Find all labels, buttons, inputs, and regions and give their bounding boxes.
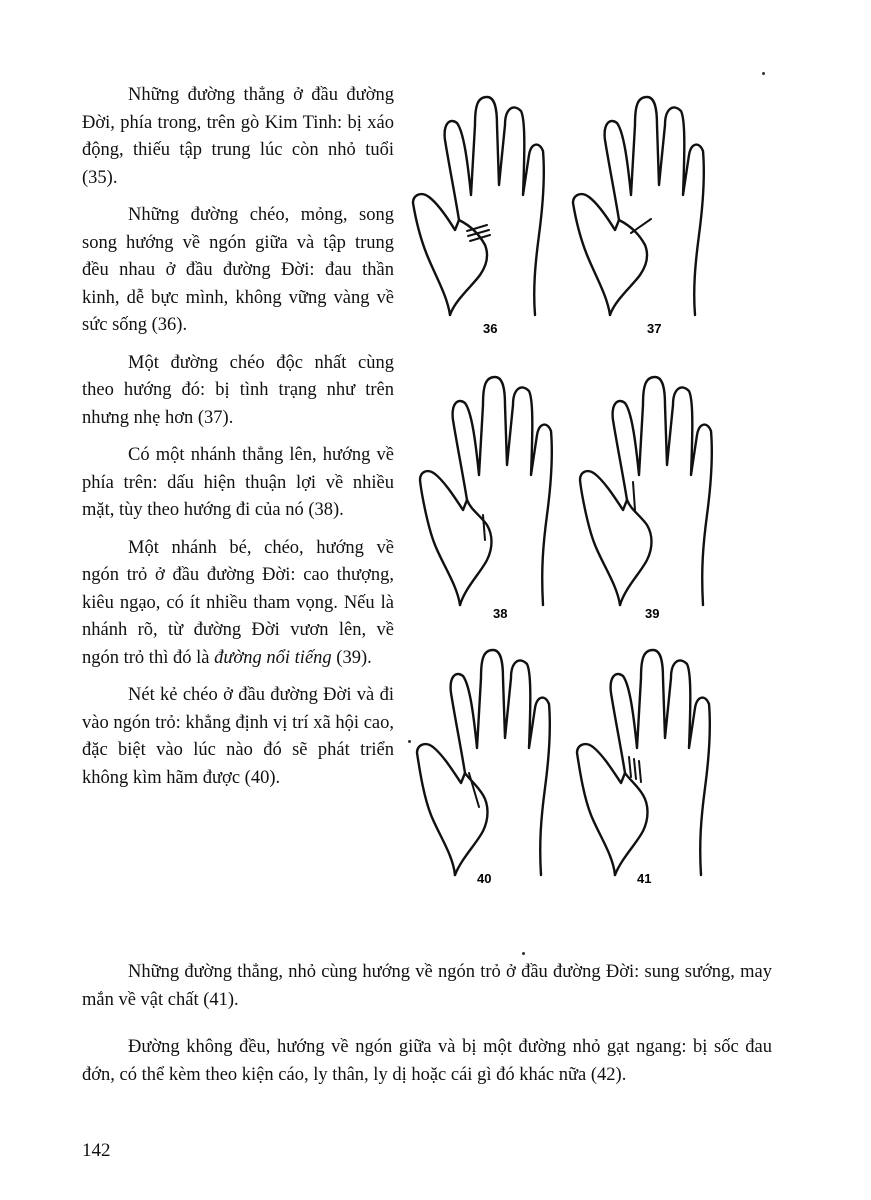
paragraph-39-text: Một nhánh bé, chéo, hướng về ngón trỏ ở đầu đường Đời: cao thượng, kiêu ngạo, có ít nhiều tham vọng. Nếu là nhánh rõ, từ đường Đời vươn lên, về ngón trỏ thì đó là: [82, 537, 394, 668]
paragraph-39: [82, 535, 394, 673]
paragraph-39-italic: đường nổi tiếng: [214, 647, 332, 668]
figure-label-36: 36: [483, 321, 498, 336]
hand-figure-38: [420, 377, 552, 621]
scan-speck: [408, 740, 411, 743]
hand-figure-41: [577, 650, 710, 886]
hand-figure-40: [417, 650, 550, 886]
paragraph-36: Những đường chéo, mỏng, song song hướng về ngón giữa và tập trung đều nhau ở đầu đường Đời: đau thần kinh, dễ bực mình, không vững vàng về sức sống (36).: [82, 205, 394, 335]
paragraph-37: Một đường chéo độc nhất cùng theo hướng đó: bị tình trạng như trên nhưng nhẹ hơn (37).: [82, 352, 394, 428]
figure-label-37: 37: [647, 321, 662, 336]
paragraph-40: Nét kẻ chéo ở đầu đường Đời và đi vào ngón trỏ: khẳng định vị trí xã hội cao, đặc biệt vào lúc nào đó sẽ phát triển không kìm hãm được (40).: [82, 685, 394, 788]
paragraph-42-block: [82, 1033, 772, 1089]
paragraph-35: Những đường thẳng ở đầu đường Đời, phía trong, trên gò Kim Tinh: bị xáo động, thiếu tập trung lúc còn nhỏ tuổi (35).: [82, 85, 394, 188]
figure-label-38: 38: [493, 606, 508, 621]
paragraph-41-block: [82, 958, 772, 1014]
text-column: [82, 82, 394, 802]
figure-label-40: 40: [477, 871, 492, 886]
hand-figure-37: [573, 97, 704, 336]
hand-figure-39: [580, 377, 712, 621]
figure-label-41: 41: [637, 871, 652, 886]
scan-speck: [762, 72, 765, 75]
scan-speck: [522, 952, 525, 955]
paragraph-42: Đường không đều, hướng về ngón giữa và bị một đường nhỏ gạt ngang: bị sốc đau đớn, có thể kèm theo kiện cáo, ly thân, ly dị hoặc cái gì đó khác nữa (42).: [82, 1037, 772, 1085]
paragraph-39-end: (39).: [331, 647, 372, 668]
figure-label-39: 39: [645, 606, 660, 621]
paragraph-41: Những đường thẳng, nhỏ cùng hướng về ngón trỏ ở đầu đường Đời: sung sướng, may mắn về vật chất (41).: [82, 962, 772, 1010]
paragraph-38: Có một nhánh thẳng lên, hướng về phía trên: dấu hiện thuận lợi về nhiều mặt, tùy theo hướng đi của nó (38).: [82, 445, 394, 520]
page-number: 142: [82, 1140, 111, 1161]
palm-figures: [405, 85, 725, 905]
hand-figure-36: [413, 97, 544, 336]
